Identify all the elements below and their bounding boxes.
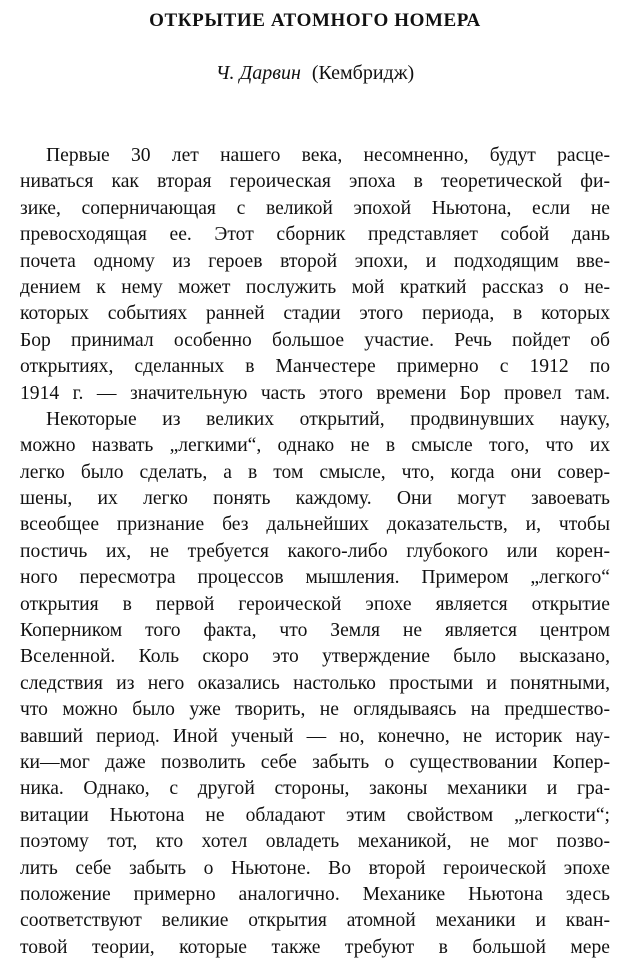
text-line: легко было сделать, а в том смысле, что, когда они совер- xyxy=(20,461,610,483)
text-line: что можно было уже творить, не оглядываясь на предшество- xyxy=(20,699,610,721)
text-line: почета одному из героев второй эпохи, и подходящим вве- xyxy=(20,250,610,272)
text-line: Бор принимал особенно большое участие. Речь пойдет об xyxy=(20,329,610,351)
text-line: открытия в первой героической эпохе является открытие xyxy=(20,593,610,615)
text-line: которых событиях ранней стадии этого периода, в которых xyxy=(20,303,610,325)
author-name: Ч. Дарвин xyxy=(215,62,301,84)
text-line: дением к нему может послужить мой краткий рассказ о не- xyxy=(20,276,610,298)
text-line: постичь их, не требуется какого-либо глубокого или корен- xyxy=(20,540,610,562)
text-line: шены, их легко понять каждому. Они могут завоевать xyxy=(20,488,610,510)
text-line: всеобщее признание без дальнейших доказательств, и, чтобы xyxy=(20,514,610,536)
author-line xyxy=(20,62,610,85)
text-line: ника. Однако, с другой стороны, законы механики и гра- xyxy=(20,778,610,800)
author-affiliation: (Кембридж) xyxy=(311,62,415,84)
text-line: следствия из него оказались настолько простыми и понятными, xyxy=(20,672,610,694)
text-line: Вселенной. Коль скоро это утверждение было высказано, xyxy=(20,646,610,668)
text-line: зике, соперничающая с великой эпохой Ньютона, если не xyxy=(20,197,610,219)
article-title: ОТКРЫТИЕ АТОМНОГО НОМЕРА xyxy=(149,10,481,31)
text-line: соответствуют великие открытия атомной механики и кван- xyxy=(20,910,610,932)
text-line: товой теории, которые также требуют в большой мере xyxy=(20,936,610,958)
text-line: ниваться как вторая героическая эпоха в теоретической фи- xyxy=(20,171,610,193)
text-line: ного пересмотра процессов мышления. Примером „легкого“ xyxy=(20,567,610,589)
text-line: лить себе забыть о Ньютоне. Во второй героической эпохе xyxy=(20,857,610,879)
text-line: поэтому тот, кто хотел овладеть механикой, не мог позво- xyxy=(20,831,610,853)
text-line: Некоторые из великих открытий, продвинувших науку, xyxy=(46,408,610,430)
text-line: 1914 г. — значительную часть этого времени Бор провел там. xyxy=(20,382,610,404)
text-line: вавший период. Иной ученый — но, конечно, не историк нау- xyxy=(20,725,610,747)
text-line: превосходящая ее. Этот сборник представляет собой дань xyxy=(20,224,610,246)
text-line: Коперником того факта, что Земля не является центром xyxy=(20,620,610,642)
text-line: ки—мог даже позволить себе забыть о существовании Копер- xyxy=(20,751,610,773)
text-line: Первые 30 лет нашего века, несомненно, будут расце- xyxy=(46,145,610,166)
text-line: можно назвать „легкими“, однако не в смысле того, что их xyxy=(20,435,610,457)
text-line: положение примерно аналогично. Механике Ньютона здесь xyxy=(20,883,610,905)
document-page xyxy=(20,0,610,958)
text-line: витации Ньютона не обладают этим свойством „легкости“; xyxy=(20,804,610,826)
body-text xyxy=(20,143,610,961)
text-line: открытиях, сделанных в Манчестере примерно с 1912 по xyxy=(20,356,610,378)
